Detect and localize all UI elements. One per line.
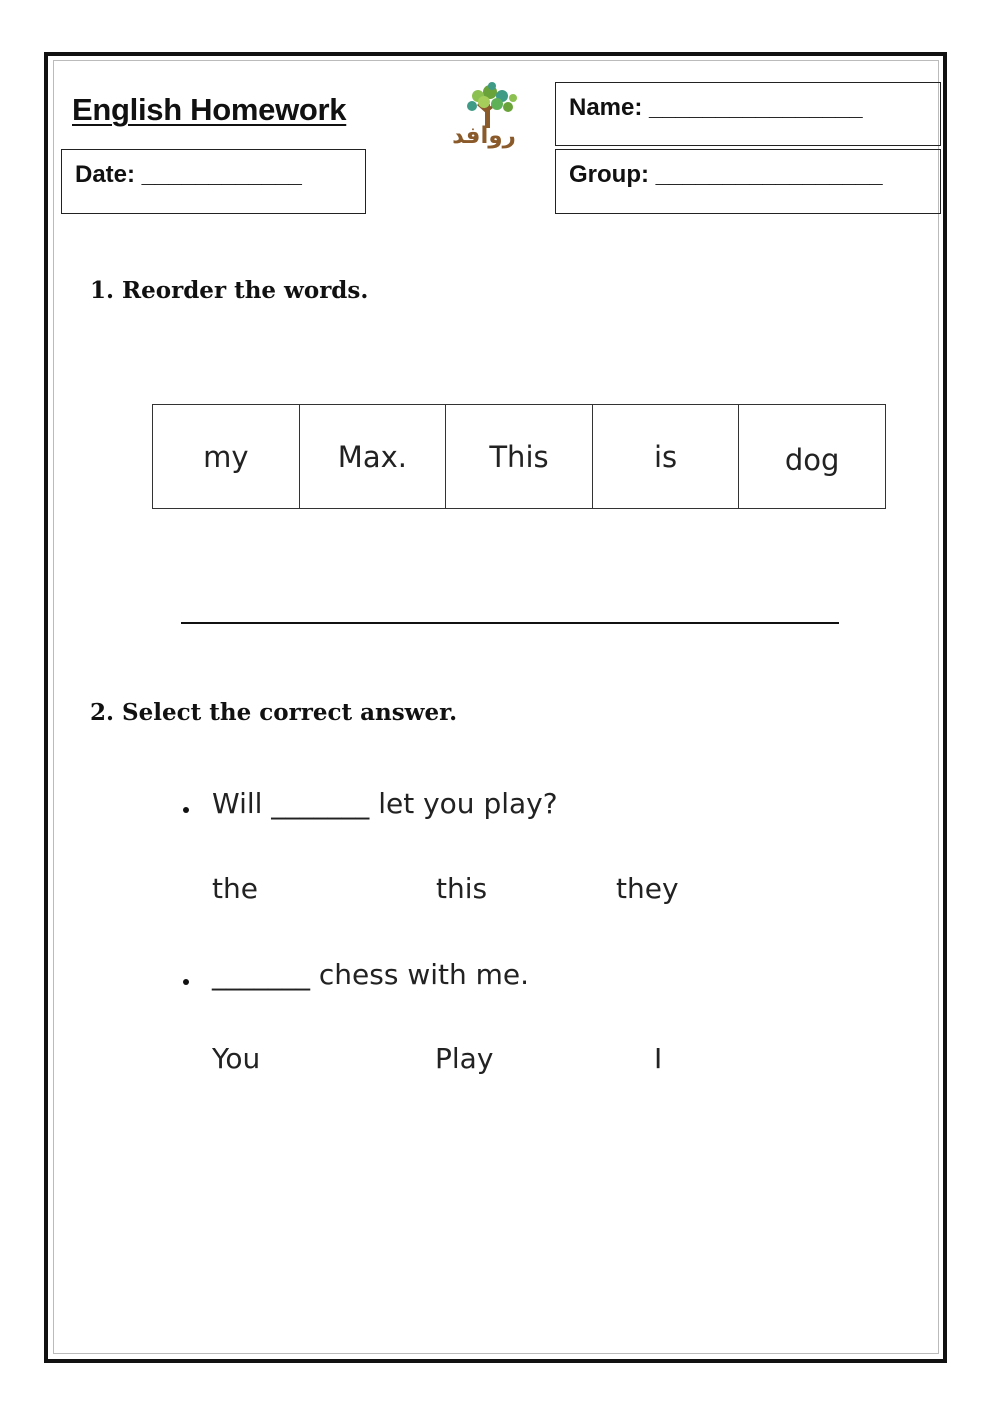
name-box[interactable] — [555, 82, 941, 146]
question-1-prompt: Will _______ let you play? — [212, 787, 558, 820]
tree-logo-icon — [430, 82, 534, 150]
bullet-dot — [183, 979, 189, 985]
date-box[interactable] — [61, 149, 366, 214]
answer-line[interactable] — [181, 622, 839, 624]
question-1-option-3[interactable]: they — [616, 872, 679, 905]
word-cell[interactable]: Max. — [300, 405, 447, 508]
bullet-dot — [183, 807, 189, 813]
group-box[interactable] — [555, 149, 941, 214]
question-2-option-2[interactable]: Play — [435, 1042, 494, 1075]
school-logo — [430, 82, 534, 150]
question-2-prompt: _______ chess with me. — [212, 958, 530, 991]
svg-text:روافد: روافد — [452, 123, 516, 149]
question-1-option-2[interactable]: this — [436, 872, 488, 905]
group-label: Group: _________________ — [569, 161, 883, 188]
date-label: Date: ____________ — [75, 161, 302, 188]
section2-heading: 2. Select the correct answer. — [90, 699, 458, 726]
question-2-option-1[interactable]: You — [212, 1042, 261, 1075]
word-cell[interactable]: dog — [784, 442, 840, 477]
word-table — [152, 404, 886, 509]
section1-heading: 1. Reorder the words. — [90, 277, 369, 304]
name-label: Name: ________________ — [569, 94, 863, 121]
word-cell[interactable]: This — [446, 405, 593, 508]
question-1-option-1[interactable]: the — [212, 872, 258, 905]
question-2-option-3[interactable]: I — [654, 1042, 663, 1075]
word-cell[interactable]: is — [593, 405, 740, 508]
word-cell[interactable]: my — [153, 405, 300, 508]
worksheet-title: English Homework — [72, 92, 347, 127]
